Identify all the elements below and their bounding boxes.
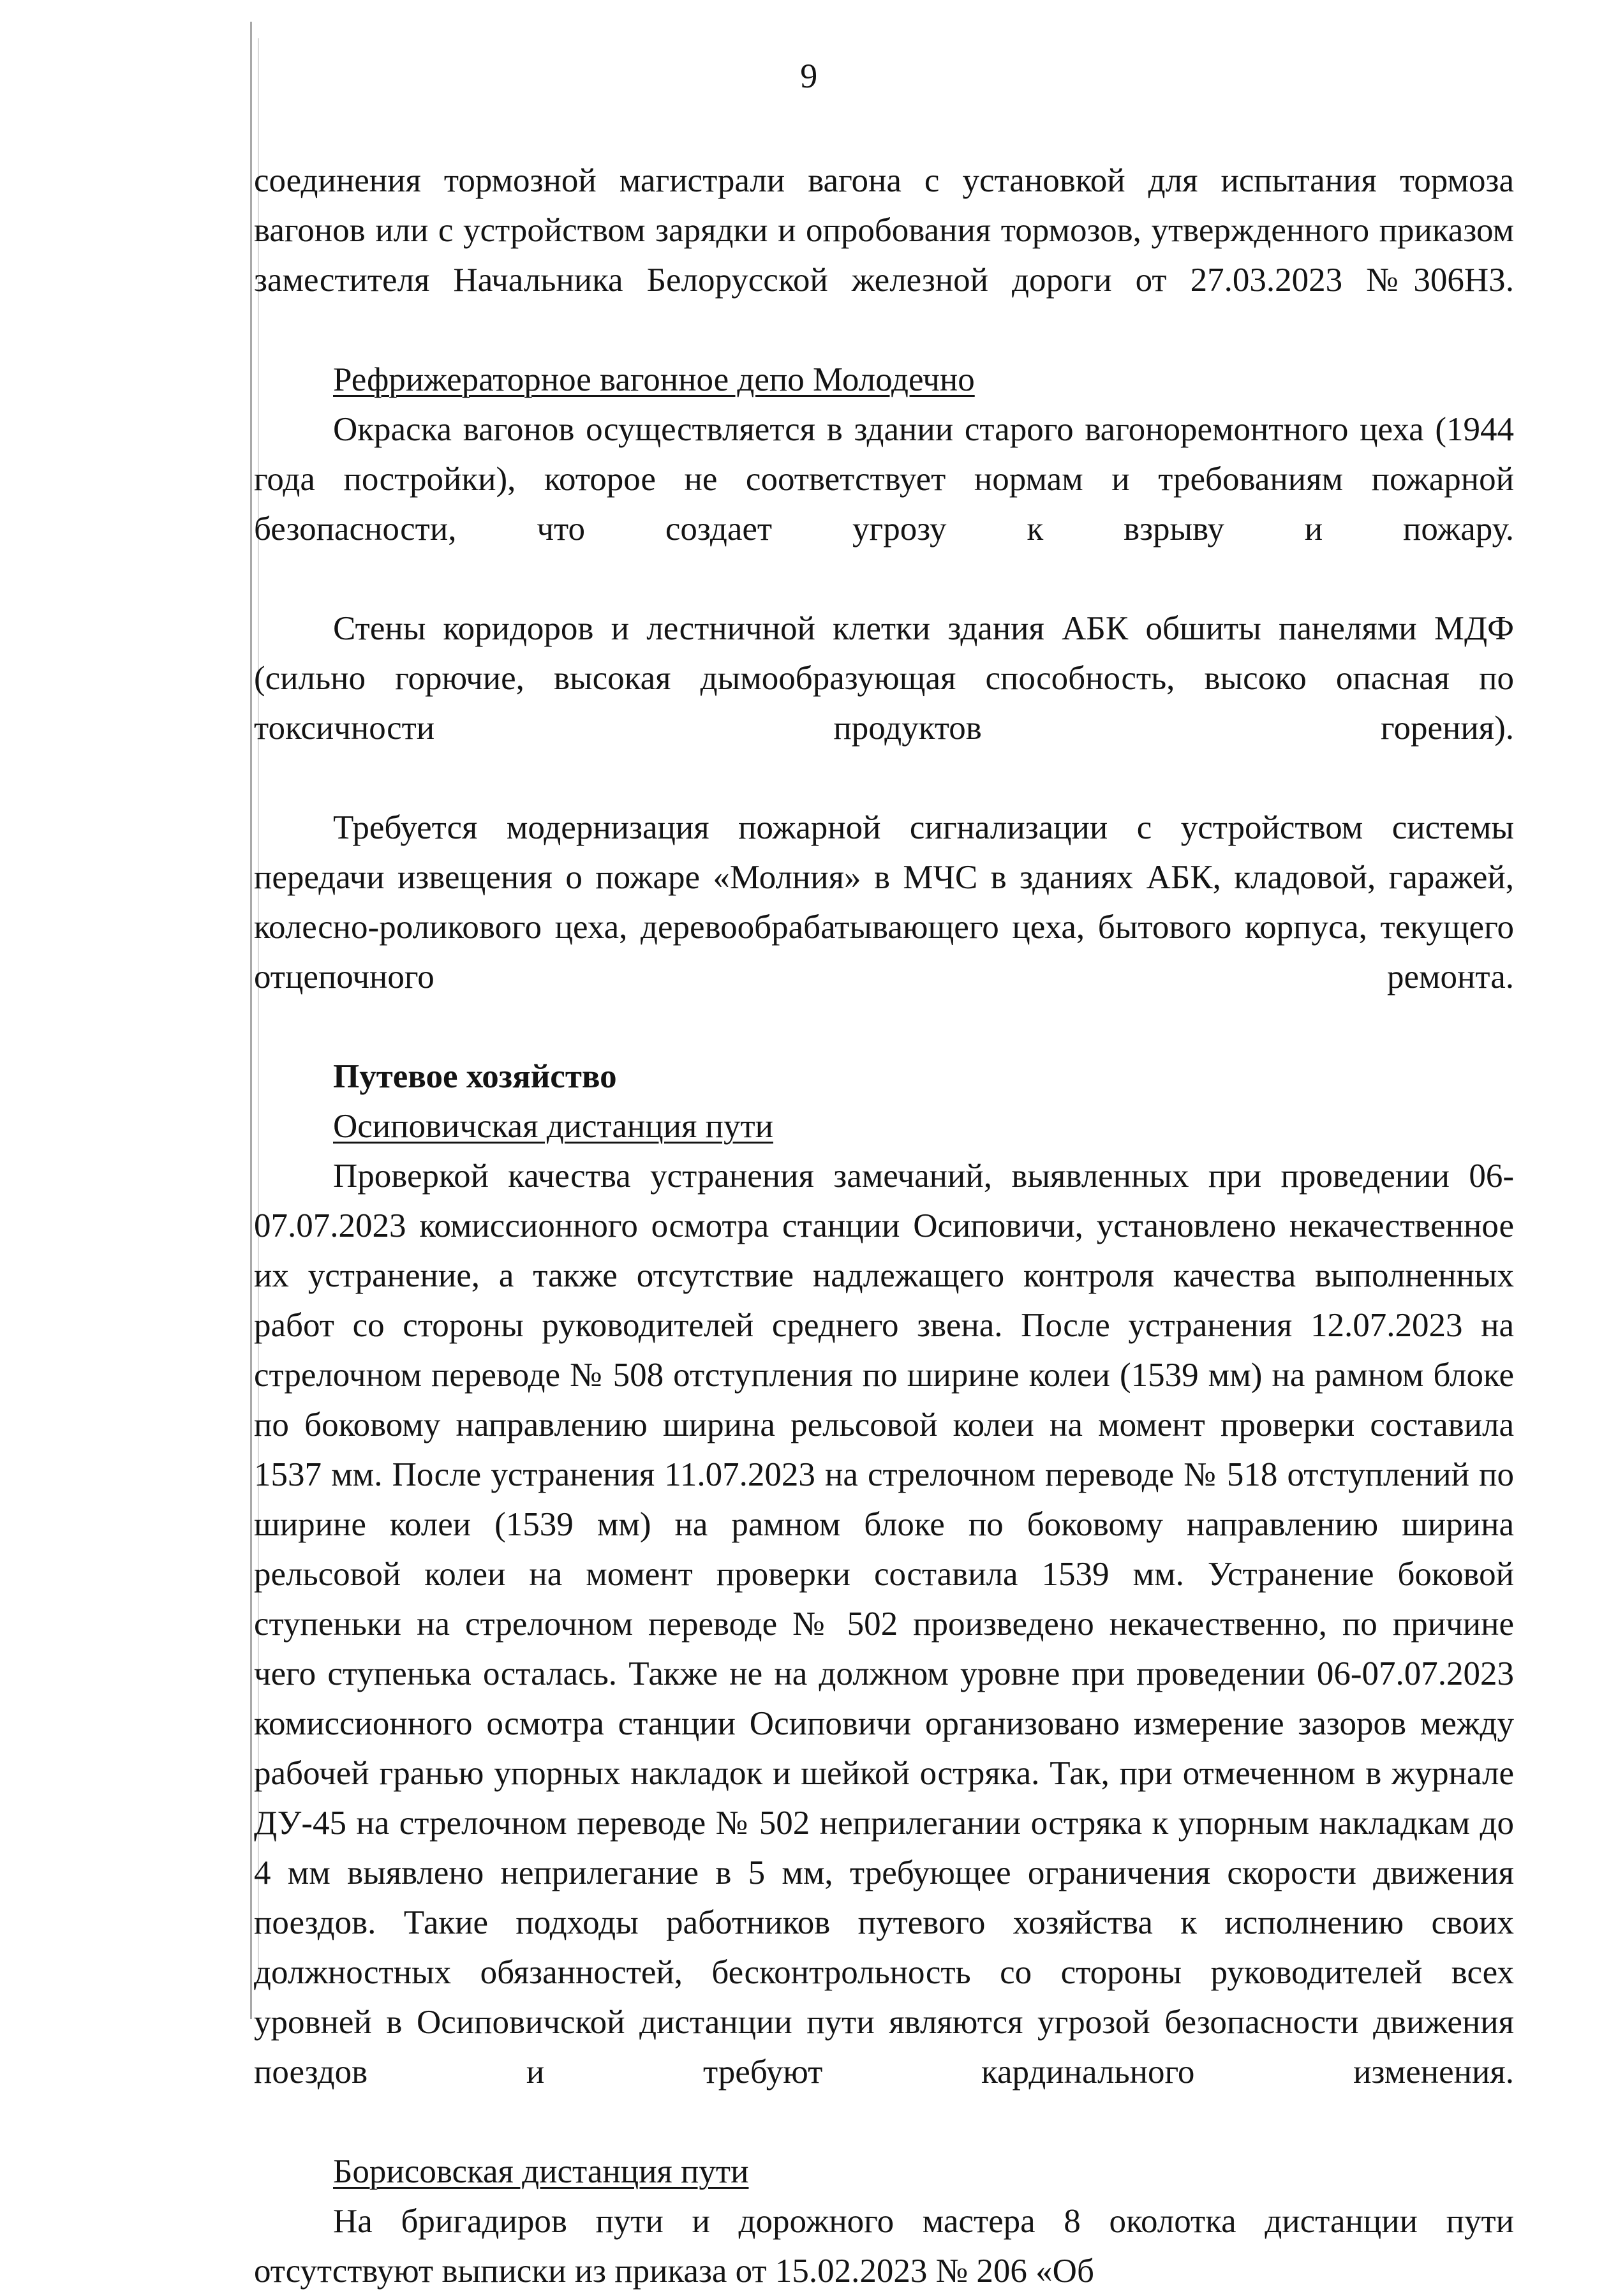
paragraph-brake-line-continuation: соединения тормозной магистрали вагона с установкой для испытания тормоза вагонов или с устройством зарядки и опробования тормозов, утвержденного приказом заместителя Начальника Белорусской железной дороги от 27.03.2023 №306НЗ. — [254, 162, 1514, 299]
heading-track-facilities: Путевое хозяйство — [333, 1058, 617, 1095]
heading-refrigerator-depot-molodechno-text: Рефрижераторное вагонное депо Молодечно — [333, 361, 975, 398]
scan-binding-line — [250, 22, 252, 2019]
document-body — [254, 156, 1514, 2296]
heading-osipovichi-track-distance — [254, 1101, 1514, 1151]
heading-osipovichi-track-distance-text: Осиповичская дистанция пути — [333, 1108, 773, 1145]
heading-refrigerator-depot-molodechno — [254, 355, 1514, 405]
heading-borisov-track-distance-text: Борисовская дистанция пути — [333, 2153, 749, 2190]
paragraph-wagon-painting-old-shop: Окраска вагонов осуществляется в здании старого вагоноремонтного цеха (1944 года постройки), которое не соответствует нормам и требованиям пожарной безопасности, что создает угрозу к взрыву и пожару. — [254, 411, 1514, 548]
page-number: 9 — [800, 57, 818, 95]
paragraph-mdf-panels-corridors: Стены коридоров и лестничной клетки здания АБК обшиты панелями МДФ (сильно горючие, высокая дымообразующая способность, высоко опасная по токсичности продуктов горения). — [254, 610, 1514, 747]
paragraph-osipovichi-inspection-findings: Проверкой качества устранения замечаний, выявленных при проведении 06-07.07.2023 комиссионного осмотра станции Осиповичи, установлено некачественное их устранение, а также отсутствие надлежащего контроля качества выполненных работ со стороны руководителей среднего звена. После устранения 12.07.2023 на стрелочном переводе № 508 отступления по ширине колеи (1539 мм) на рамном блоке по боковому направлению ширина рельсовой колеи на момент проверки составила 1537 мм. После устранения 11.07.2023 на стрелочном переводе № 518 отступлений по ширине колеи (1539 мм) на рамном блоке по боковому направлению ширина рельсовой колеи на момент проверки составила 1539 мм. Устранение боковой ступеньки на стрелочном переводе № 502 произведено некачественно, по причине чего ступенька осталась. Также не на должном уровне при проведении 06-07.07.2023 комиссионного осмотра станции Осиповичи организовано измерение зазоров между рабочей гранью упорных накладок и шейкой остряка. Так, при отмеченном в журнале ДУ-45 на стрелочном переводе № 502 неприлегании остряка к упорным накладкам до 4 мм выявлено неприлегание в 5 мм, требующее ограничения скорости движения поездов. Такие подходы работников путевого хозяйства к исполнению своих должностных обязанностей, бесконтрольность со стороны руководителей всех уровней в Осиповичской дистанции пути являются угрозой безопасности движения поездов и требуют кардинального изменения. — [254, 1158, 1514, 2091]
paragraph-borisov-missing-order-extracts: На бригадиров пути и дорожного мастера 8 околотка дистанции пути отсутствуют выписки из приказа от 15.02.2023 № 206 «Об — [254, 2203, 1514, 2290]
paragraph-fire-alarm-modernization: Требуется модернизация пожарной сигнализации с устройством системы передачи извещения о пожаре «Молния» в МЧС в зданиях АБК, кладовой, гаражей, колесно-роликового цеха, деревообрабатывающего цеха, бытового корпуса, текущего отцепочного ремонта. — [254, 809, 1514, 995]
heading-borisov-track-distance — [254, 2147, 1514, 2196]
